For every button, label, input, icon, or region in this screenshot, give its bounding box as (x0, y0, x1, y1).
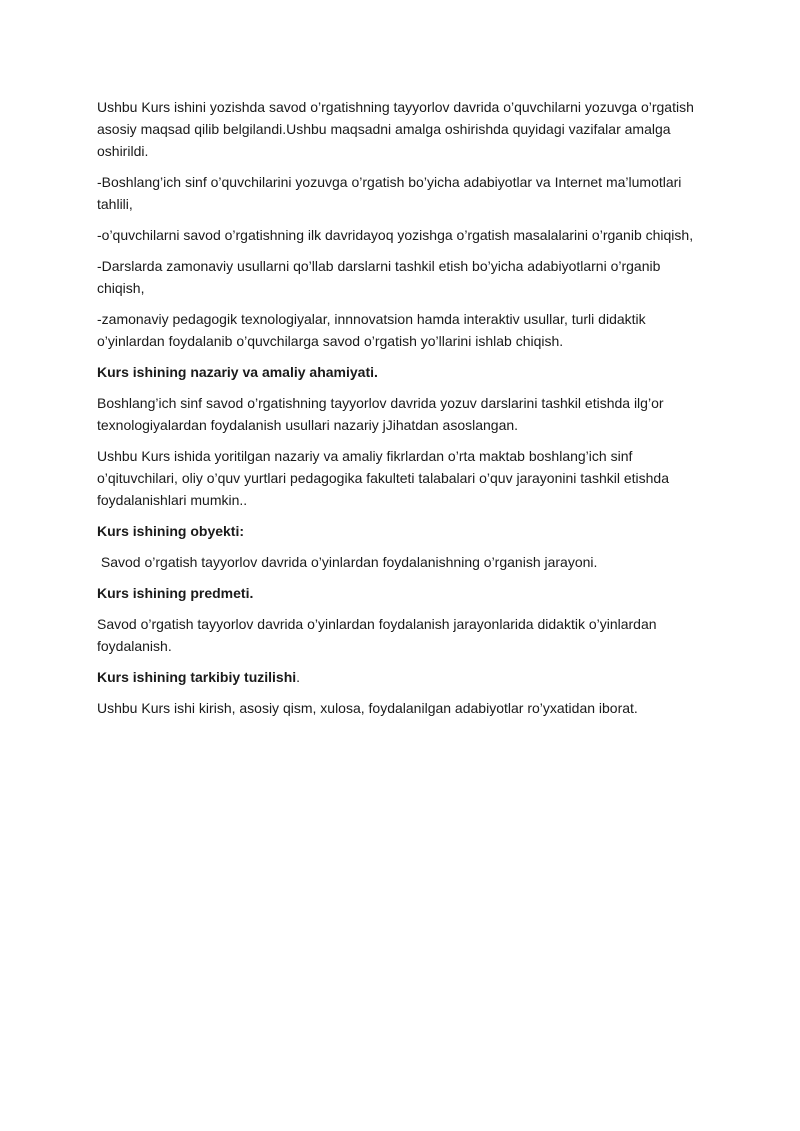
task-item-3: -Darslarda zamonaviy usullarni qo’llab darslarni tashkil etish bo’yicha adabiyotlarni o’rganib chiqish, (97, 258, 661, 296)
task-item-2: -o’quvchilarni savod o’rgatishning ilk davridayoq yozishga o’rgatish masalalarini o’rganib chiqish, (97, 227, 694, 243)
section-heading-structure-bold: Kurs ishining tarkibiy tuzilishi (97, 669, 297, 685)
significance-paragraph-1: Boshlang’ich sinf savod o’rgatishning tayyorlov davrida yozuv darslarini tashkil etishda ilg’or texnologiyalardan foydalanish usullari nazariy jJihatdan asoslangan. (97, 395, 664, 433)
section-heading-object: Kurs ishining obyekti: (97, 523, 245, 539)
subject-paragraph: Savod o’rgatish tayyorlov davrida o’yinlardan foydalanish jarayonlarida didaktik o’yinlardan foydalanish. (97, 616, 657, 654)
section-heading-structure (97, 666, 707, 688)
section-heading-structure-period: . (296, 669, 301, 685)
section-heading-subject: Kurs ishining predmeti. (97, 585, 254, 601)
significance-paragraph-2: Ushbu Kurs ishida yoritilgan nazariy va amaliy fikrlardan o’rta maktab boshlang’ich sinf o’qituvchilari, oliy o’quv yurtlari pedagogika fakulteti talabalari o’quv jarayonini tashkil etishda foydalanishlari mumkin.. (97, 448, 669, 508)
intro-paragraph: Ushbu Kurs ishini yozishda savod o’rgatishning tayyorlov davrida o’quvchilarni yozuvga o’rgatish asosiy maqsad qilib belgilandi.Ushbu maqsadni amalga oshirishda quyidagi vazifalar amalga oshirildi. (97, 99, 694, 159)
object-paragraph: Savod o’rgatish tayyorlov davrida o’yinlardan foydalanishning o’rganish jarayoni. (97, 554, 598, 570)
document-page (97, 96, 707, 728)
task-item-4: -zamonaviy pedagogik texnologiyalar, innnovatsion hamda interaktiv usullar, turli didaktik o’yinlardan foydalanib o’quvchilarga savod o’rgatish yo’llarini ishlab chiqish. (97, 311, 646, 349)
task-item-1: -Boshlang’ich sinf o’quvchilarini yozuvga o’rgatish bo’yicha adabiyotlar va Internet ma’lumotlari tahlili, (97, 174, 682, 212)
structure-paragraph: Ushbu Kurs ishi kirish, asosiy qism, xulosa, foydalanilgan adabiyotlar ro’yxatidan iborat. (97, 700, 638, 716)
section-heading-significance: Kurs ishining nazariy va amaliy ahamiyati. (97, 364, 378, 380)
